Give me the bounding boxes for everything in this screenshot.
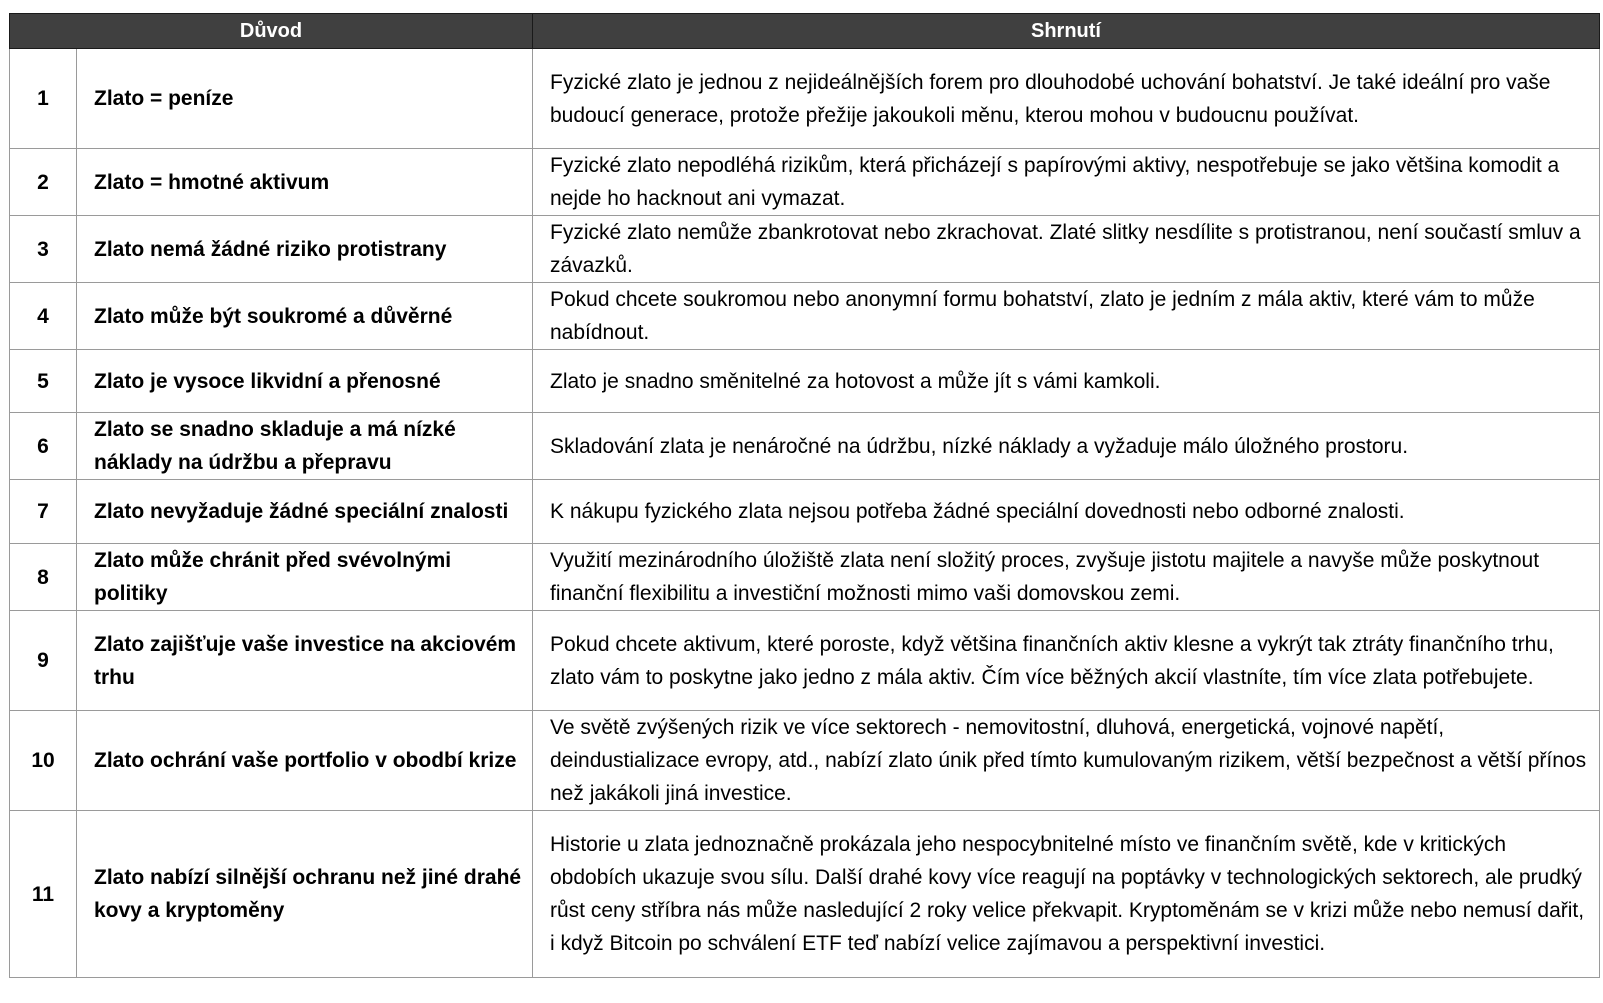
row-number: 8 (10, 544, 77, 611)
row-number: 11 (10, 811, 77, 978)
row-summary: Fyzické zlato nemůže zbankrotovat nebo zkrachovat. Zlaté slitky nesdílite s protistranou, není součastí smluv a závazků. (533, 216, 1600, 283)
row-reason: Zlato může chránit před svévolnými politiky (77, 544, 533, 611)
row-summary: Využití mezinárodního úložiště zlata není složitý proces, zvyšuje jistotu majitele a navyše může poskytnout finanční flexibilitu a investiční možnosti mimo vaši domovskou zemi. (533, 544, 1600, 611)
table-row (10, 611, 1600, 711)
reasons-table-container (9, 13, 1599, 978)
row-reason: Zlato může být soukromé a důvěrné (77, 283, 533, 350)
table-header-row (10, 14, 1600, 49)
row-number: 9 (10, 611, 77, 711)
row-summary: K nákupu fyzického zlata nejsou potřeba žádné speciální dovednosti nebo odborné znalosti. (533, 480, 1600, 544)
table-row (10, 283, 1600, 350)
row-reason: Zlato = peníze (77, 49, 533, 149)
row-summary: Pokud chcete aktivum, které poroste, když většina finančních aktiv klesne a vykrýt tak ztráty finančního trhu, zlato vám to poskytne jako jedno z mála aktiv. Čím více běžných akcií vlastníte, tím více zlata potřebujete. (533, 611, 1600, 711)
row-number: 1 (10, 49, 77, 149)
table-row (10, 413, 1600, 480)
row-number: 2 (10, 149, 77, 216)
header-summary: Shrnutí (533, 14, 1600, 49)
row-number: 6 (10, 413, 77, 480)
row-reason: Zlato = hmotné aktivum (77, 149, 533, 216)
table-row (10, 49, 1600, 149)
row-summary: Historie u zlata jednoznačně prokázala jeho nespocybnitelné místo ve finančním světě, kde v kritických obdobích ukazuje svou sílu. Další drahé kovy více reagují na poptávky v technologických sektorech, ale prudký růst ceny stříbra nás může nasledující 2 roky velice překvapit. Kryptoměnám se v krizi může nebo nemusí dařit, i když Bitcoin po schválení ETF teď nabízí velice zajímavou a perspektivní investici. (533, 811, 1600, 978)
reasons-table (9, 13, 1600, 978)
row-reason: Zlato nabízí silnější ochranu než jiné drahé kovy a kryptoměny (77, 811, 533, 978)
table-row (10, 711, 1600, 811)
header-reason: Důvod (10, 14, 533, 49)
row-summary: Ve světě zvýšených rizik ve více sektorech - nemovitostní, dluhová, energetická, vojnové napětí, deindustializace evropy, atd., nabízí zlato únik před tímto kumulovaným rizikem, větší bezpečnost a větší přínos než jakákoli jiná investice. (533, 711, 1600, 811)
table-row (10, 216, 1600, 283)
row-reason: Zlato nevyžaduje žádné speciální znalosti (77, 480, 533, 544)
row-reason: Zlato ochrání vaše portfolio v obodbí krize (77, 711, 533, 811)
row-reason: Zlato nemá žádné riziko protistrany (77, 216, 533, 283)
row-reason: Zlato je vysoce likvidní a přenosné (77, 350, 533, 413)
row-summary: Zlato je snadno směnitelné za hotovost a může jít s vámi kamkoli. (533, 350, 1600, 413)
row-number: 4 (10, 283, 77, 350)
row-reason: Zlato se snadno skladuje a má nízké náklady na údržbu a přepravu (77, 413, 533, 480)
table-row (10, 811, 1600, 978)
row-reason: Zlato zajišťuje vaše investice na akciovém trhu (77, 611, 533, 711)
table-row (10, 480, 1600, 544)
table-row (10, 544, 1600, 611)
table-row (10, 350, 1600, 413)
row-summary: Fyzické zlato je jednou z nejideálnějších forem pro dlouhodobé uchování bohatství. Je také ideální pro vaše budoucí generace, protože přežije jakoukoli měnu, kterou mohou v budoucnu používat. (533, 49, 1600, 149)
table-row (10, 149, 1600, 216)
row-summary: Fyzické zlato nepodléhá rizikům, která přicházejí s papírovými aktivy, nespotřebuje se jako většina komodit a nejde ho hacknout ani vymazat. (533, 149, 1600, 216)
row-number: 3 (10, 216, 77, 283)
row-summary: Skladování zlata je nenáročné na údržbu, nízké náklady a vyžaduje málo úložného prostoru. (533, 413, 1600, 480)
row-number: 10 (10, 711, 77, 811)
row-summary: Pokud chcete soukromou nebo anonymní formu bohatství, zlato je jedním z mála aktiv, které vám to může nabídnout. (533, 283, 1600, 350)
row-number: 7 (10, 480, 77, 544)
row-number: 5 (10, 350, 77, 413)
